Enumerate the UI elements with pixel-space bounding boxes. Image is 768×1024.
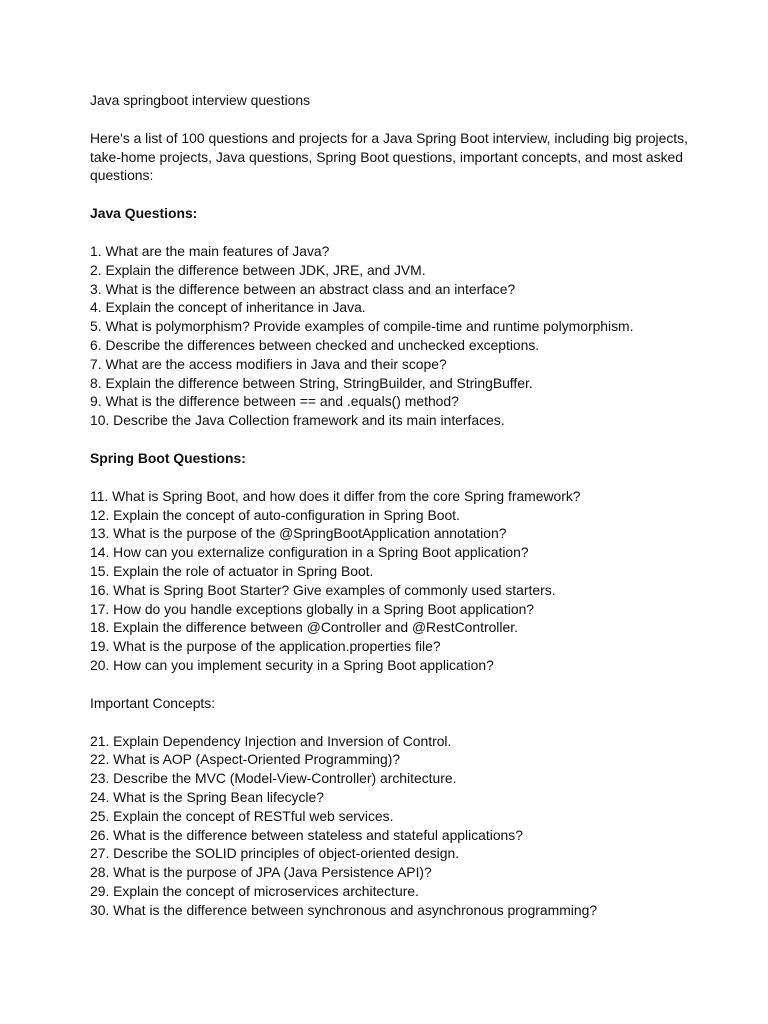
section-heading-java: Java Questions: <box>90 205 198 222</box>
list-item: 8. Explain the difference between String, StringBuilder, and StringBuffer. <box>90 374 533 391</box>
list-item: 5. What is polymorphism? Provide examples of compile-time and runtime polymorphism. <box>90 318 634 335</box>
question-list-spring-boot <box>90 487 690 675</box>
list-item: 20. How can you implement security in a Spring Boot application? <box>90 656 494 673</box>
document-intro: Here's a list of 100 questions and projects for a Java Spring Boot interview, including big projects, take-home projects, Java questions, Spring Boot questions, important concepts, and most asked questions: <box>90 129 688 184</box>
section-heading-important-concepts: Important Concepts: <box>90 694 216 711</box>
list-item: 4. Explain the concept of inheritance in Java. <box>90 299 366 316</box>
list-item: 26. What is the difference between stateless and stateful applications? <box>90 826 523 843</box>
list-item: 11. What is Spring Boot, and how does it differ from the core Spring framework? <box>90 487 581 504</box>
list-item: 19. What is the purpose of the application.properties file? <box>90 638 441 655</box>
list-item: 29. Explain the concept of microservices architecture. <box>90 882 419 899</box>
question-list-important-concepts <box>90 732 690 920</box>
list-item: 16. What is Spring Boot Starter? Give examples of commonly used starters. <box>90 581 556 598</box>
list-item: 10. Describe the Java Collection framework and its main interfaces. <box>90 412 505 429</box>
list-item: 3. What is the difference between an abstract class and an interface? <box>90 280 516 297</box>
list-item: 30. What is the difference between synchronous and asynchronous programming? <box>90 901 598 918</box>
list-item: 18. Explain the difference between @Controller and @RestController. <box>90 619 518 636</box>
document-title: Java springboot interview questions <box>90 92 311 108</box>
list-item: 13. What is the purpose of the @SpringBootApplication annotation? <box>90 525 507 542</box>
list-item: 27. Describe the SOLID principles of object-oriented design. <box>90 845 460 862</box>
list-item: 17. How do you handle exceptions globally in a Spring Boot application? <box>90 600 535 617</box>
section-heading-spring-boot: Spring Boot Questions: <box>90 449 246 466</box>
list-item: 23. Describe the MVC (Model-View-Controller) architecture. <box>90 770 457 787</box>
list-item: 1. What are the main features of Java? <box>90 242 330 259</box>
list-item: 22. What is AOP (Aspect-Oriented Programming)? <box>90 751 401 768</box>
document-page <box>90 91 690 938</box>
list-item: 24. What is the Spring Bean lifecycle? <box>90 788 324 805</box>
question-list-java <box>90 242 690 430</box>
list-item: 2. Explain the difference between JDK, JRE, and JVM. <box>90 261 426 278</box>
list-item: 12. Explain the concept of auto-configuration in Spring Boot. <box>90 506 460 523</box>
list-item: 15. Explain the role of actuator in Spring Boot. <box>90 562 374 579</box>
list-item: 28. What is the purpose of JPA (Java Persistence API)? <box>90 864 432 881</box>
list-item: 21. Explain Dependency Injection and Inversion of Control. <box>90 732 452 749</box>
list-item: 6. Describe the differences between checked and unchecked exceptions. <box>90 336 540 353</box>
list-item: 25. Explain the concept of RESTful web services. <box>90 807 394 824</box>
list-item: 14. How can you externalize configuration in a Spring Boot application? <box>90 544 529 561</box>
list-item: 9. What is the difference between == and .equals() method? <box>90 393 459 410</box>
list-item: 7. What are the access modifiers in Java and their scope? <box>90 355 447 372</box>
